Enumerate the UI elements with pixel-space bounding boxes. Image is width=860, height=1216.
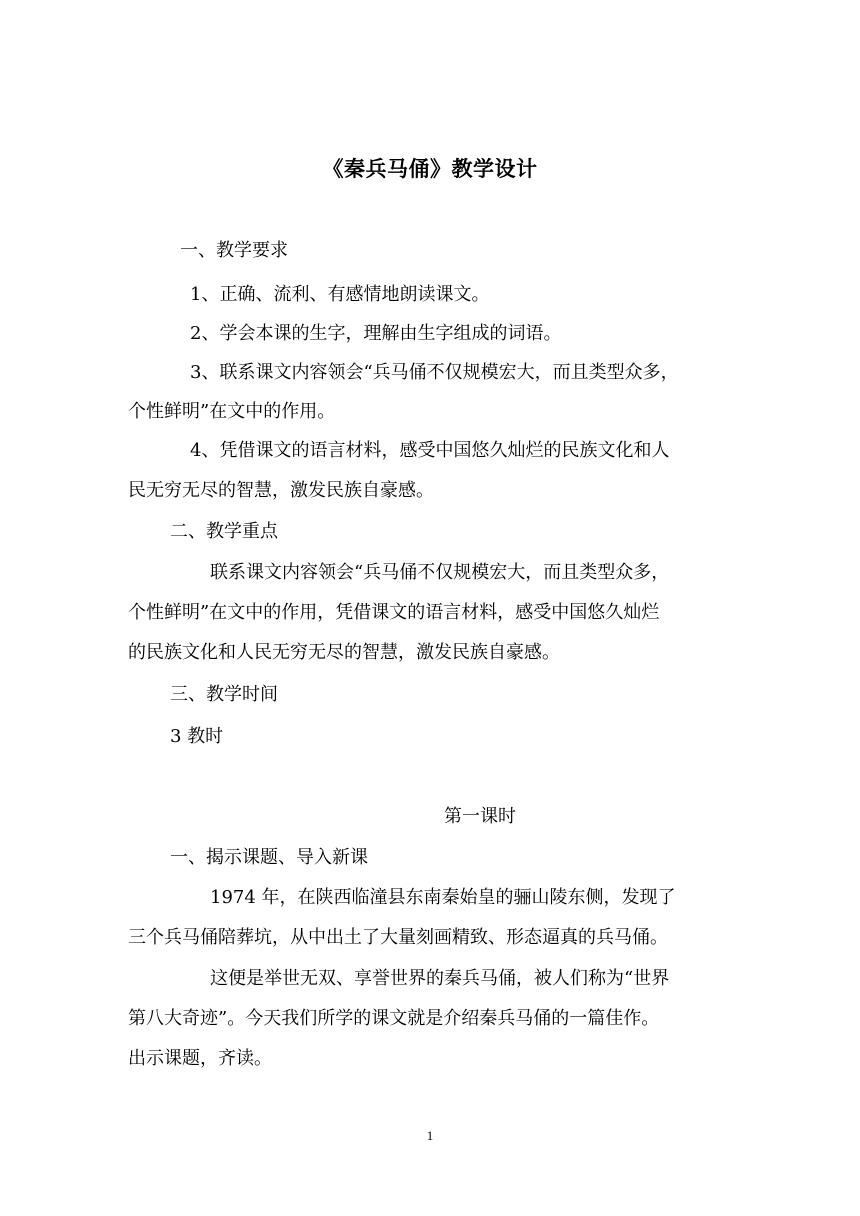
key-points-para-line-1: 联系课文内容领会“兵马俑不仅规模宏大，而且类型众多， — [210, 562, 670, 583]
requirement-item-4-cont: 民无穷无尽的智慧，激发民族自豪感。 — [128, 480, 434, 501]
section-heading-time: 三、教学时间 — [170, 684, 278, 705]
requirement-item-3: 3、联系课文内容领会“兵马俑不仅规模宏大，而且类型众多， — [190, 362, 679, 383]
step-heading-intro: 一、揭示课题、导入新课 — [170, 847, 368, 868]
requirement-item-4: 4、凭借课文的语言材料，感受中国悠久灿烂的民族文化和人 — [190, 440, 670, 461]
intro-para-line-3: 这便是举世无双、享誉世界的秦兵马俑，被人们称为“世界 — [210, 968, 670, 989]
section-heading-requirements: 一、教学要求 — [180, 240, 288, 261]
key-points-para-line-3: 的民族文化和人民无穷无尽的智慧，激发民族自豪感。 — [128, 642, 560, 663]
requirement-item-3-cont: 个性鲜明”在文中的作用。 — [128, 401, 336, 422]
document-title: 《秦兵马俑》教学设计 — [322, 157, 538, 181]
requirement-item-1: 1、正确、流利、有感情地朗读课文。 — [190, 284, 490, 305]
page-number: 1 — [426, 1128, 434, 1143]
key-points-para-line-2: 个性鲜明”在文中的作用，凭借课文的语言材料，感受中国悠久灿烂 — [128, 602, 660, 623]
intro-para-line-5: 出示课题，齐读。 — [128, 1048, 272, 1069]
section-heading-key-points: 二、教学重点 — [170, 521, 278, 542]
lesson-heading-first: 第一课时 — [444, 806, 516, 827]
intro-para-line-2: 三个兵马俑陪葬坑，从中出土了大量刻画精致、形态逼真的兵马俑。 — [128, 927, 668, 948]
intro-para-line-4: 第八大奇迹”。今天我们所学的课文就是介绍秦兵马俑的一篇佳作。 — [128, 1008, 660, 1029]
requirement-item-2: 2、学会本课的生字，理解由生字组成的词语。 — [190, 323, 562, 344]
teaching-time-value: 3 教时 — [170, 726, 224, 747]
intro-para-line-1: 1974 年，在陕西临潼县东南秦始皇的骊山陵东侧，发现了 — [210, 887, 676, 908]
